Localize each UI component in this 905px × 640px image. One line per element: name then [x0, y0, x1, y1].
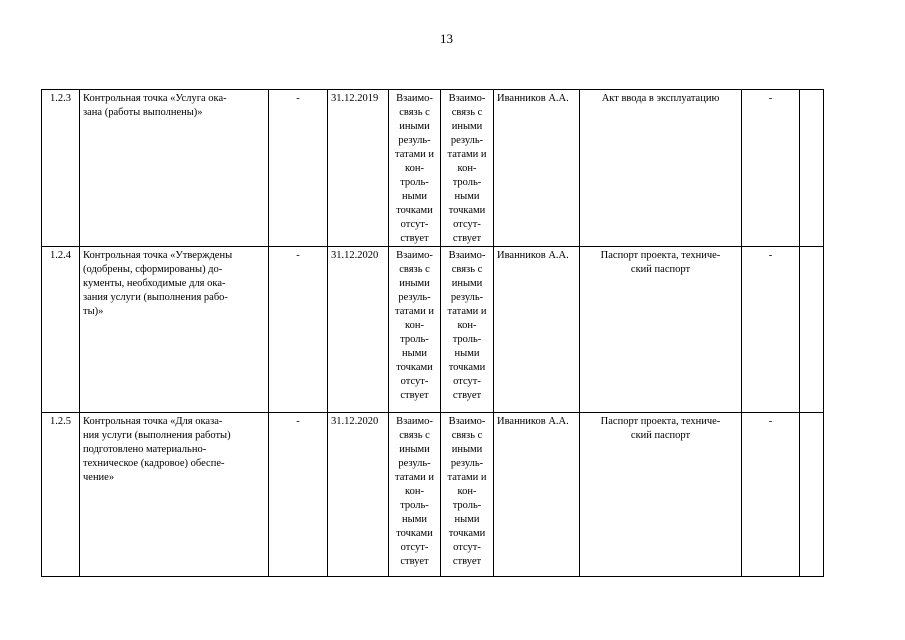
cell-link-prev-line: кон-: [405, 320, 424, 331]
cell-link-next-line: резуль-: [450, 458, 484, 469]
cell-link-next-line: отсут-: [453, 376, 481, 387]
cell-name-line: Контрольная точка «Утверждены: [83, 250, 233, 261]
cell-name-line: кументы, необходимые для ока-: [83, 278, 226, 289]
cell-responsible: Иванников А.А.: [494, 90, 580, 247]
cell-link-next-line: точками: [448, 205, 486, 216]
cell-name-line: Контрольная точка «Для оказа-: [83, 416, 223, 427]
cell-name-line: (одобрены, сформированы) до-: [83, 264, 223, 275]
table-row: [42, 90, 824, 247]
cell-link-prev-line: точками: [396, 362, 433, 373]
cell-extra: [800, 247, 824, 413]
cell-name-line: чение»: [83, 472, 115, 483]
cell-link-next-line: татами и: [447, 149, 487, 160]
cell-link-next-line: связь с: [451, 430, 483, 441]
cell-link-prev-line: кон-: [405, 163, 424, 174]
cell-extra: [800, 413, 824, 577]
cell-link-next-line: иными: [451, 444, 483, 455]
cell-link-prev-line: точками: [396, 205, 433, 216]
cell-link-prev-line: иными: [399, 121, 430, 132]
cell-link-next-line: кон-: [457, 320, 477, 331]
cell-document: [580, 90, 742, 247]
cell-document-line: ский паспорт: [630, 264, 691, 275]
cell-document: [580, 247, 742, 413]
control-points-table: [41, 89, 824, 577]
cell-link-prev-line: связь с: [399, 430, 430, 441]
cell-link-prev: [389, 90, 441, 247]
cell-responsible: Иванников А.А.: [494, 413, 580, 577]
cell-name-line: зана (работы выполнены)»: [83, 107, 203, 118]
cell-document-line: ский паспорт: [630, 430, 691, 441]
cell-link-next-line: кон-: [457, 486, 477, 497]
cell-link-next-line: троль-: [452, 500, 482, 511]
cell-name-line: подготовлено материально-: [83, 444, 207, 455]
cell-link-next-line: точками: [448, 362, 486, 373]
cell-link-prev-line: точками: [396, 528, 433, 539]
cell-number: 1.2.5: [42, 413, 80, 577]
cell-link-prev-line: Взаимо-: [396, 93, 433, 104]
cell-link-next-line: ствует: [452, 233, 482, 244]
cell-number: 1.2.3: [42, 90, 80, 247]
cell-link-prev-line: ными: [402, 514, 427, 525]
table-row: [42, 247, 824, 413]
cell-name: [80, 90, 269, 247]
cell-link-next-line: ствует: [452, 390, 482, 401]
cell-link-next-line: иными: [451, 278, 483, 289]
cell-name-line: ты)»: [83, 306, 104, 317]
cell-date: 31.12.2020: [328, 247, 389, 413]
cell-link-prev-line: кон-: [405, 486, 424, 497]
cell-link-next-line: иными: [451, 121, 483, 132]
cell-link-next-line: татами и: [447, 472, 487, 483]
cell-name-line: ния услуги (выполнения работы): [83, 430, 231, 441]
cell-link-prev-line: татами и: [395, 306, 434, 317]
cell-link-next-line: ными: [454, 348, 480, 359]
cell-date: 31.12.2020: [328, 413, 389, 577]
cell-link-prev-line: иными: [399, 278, 430, 289]
cell-document: [580, 413, 742, 577]
cell-link-prev-line: резуль-: [398, 458, 431, 469]
cell-start: -: [269, 247, 328, 413]
cell-name: [80, 413, 269, 577]
cell-link-prev-line: ными: [402, 191, 427, 202]
cell-document-line: Паспорт проекта, техниче-: [600, 416, 721, 427]
cell-link-next-line: ствует: [452, 556, 482, 567]
cell-link-next-line: точками: [448, 528, 486, 539]
cell-level: -: [742, 413, 800, 577]
cell-link-next: [441, 90, 494, 247]
cell-link-next: [441, 413, 494, 577]
cell-extra: [800, 90, 824, 247]
cell-link-prev-line: троль-: [400, 334, 429, 345]
cell-link-prev: [389, 413, 441, 577]
cell-link-next-line: Взаимо-: [448, 416, 486, 427]
cell-link-next-line: Взаимо-: [448, 93, 486, 104]
cell-link-next-line: Взаимо-: [448, 250, 486, 261]
cell-link-prev-line: ствует: [400, 390, 429, 401]
cell-document-line: Акт ввода в эксплуатацию: [601, 93, 720, 104]
cell-link-prev-line: татами и: [395, 472, 434, 483]
cell-link-prev-line: ными: [402, 348, 427, 359]
cell-link-next-line: связь с: [451, 107, 483, 118]
cell-link-next-line: троль-: [452, 177, 482, 188]
cell-link-next-line: татами и: [447, 306, 487, 317]
cell-name-line: техническое (кадровое) обеспе-: [83, 458, 225, 469]
cell-link-prev-line: отсут-: [400, 376, 429, 387]
cell-level: -: [742, 90, 800, 247]
cell-link-prev-line: иными: [399, 444, 430, 455]
cell-link-prev-line: троль-: [400, 177, 429, 188]
cell-link-next-line: отсут-: [453, 542, 481, 553]
cell-link-prev: [389, 247, 441, 413]
cell-responsible: Иванников А.А.: [494, 247, 580, 413]
cell-date: 31.12.2019: [328, 90, 389, 247]
cell-link-prev-line: Взаимо-: [396, 416, 433, 427]
cell-level: -: [742, 247, 800, 413]
cell-link-prev-line: связь с: [399, 107, 430, 118]
cell-start: -: [269, 413, 328, 577]
cell-link-next-line: ными: [454, 514, 480, 525]
cell-link-prev-line: резуль-: [398, 135, 431, 146]
cell-name-line: зания услуги (выполнения рабо-: [83, 292, 228, 303]
cell-link-prev-line: отсут-: [400, 542, 429, 553]
cell-document-line: Паспорт проекта, техниче-: [600, 250, 721, 261]
cell-start: -: [269, 90, 328, 247]
cell-link-next-line: резуль-: [450, 135, 484, 146]
cell-link-prev-line: ствует: [400, 556, 429, 567]
cell-link-next-line: резуль-: [450, 292, 484, 303]
cell-number: 1.2.4: [42, 247, 80, 413]
cell-link-next: [441, 247, 494, 413]
cell-link-prev-line: Взаимо-: [396, 250, 433, 261]
cell-link-prev-line: отсут-: [400, 219, 429, 230]
page-number: 13: [440, 31, 453, 46]
cell-link-prev-line: связь с: [399, 264, 430, 275]
cell-link-prev-line: ствует: [400, 233, 429, 244]
cell-name: [80, 247, 269, 413]
cell-link-next-line: ными: [454, 191, 480, 202]
cell-name-line: Контрольная точка «Услуга ока-: [83, 93, 227, 104]
cell-link-prev-line: резуль-: [398, 292, 431, 303]
cell-link-next-line: связь с: [451, 264, 483, 275]
cell-link-prev-line: троль-: [400, 500, 429, 511]
cell-link-next-line: кон-: [457, 163, 477, 174]
cell-link-next-line: троль-: [452, 334, 482, 345]
cell-link-next-line: отсут-: [453, 219, 481, 230]
table-row: [42, 413, 824, 577]
cell-link-prev-line: татами и: [395, 149, 434, 160]
